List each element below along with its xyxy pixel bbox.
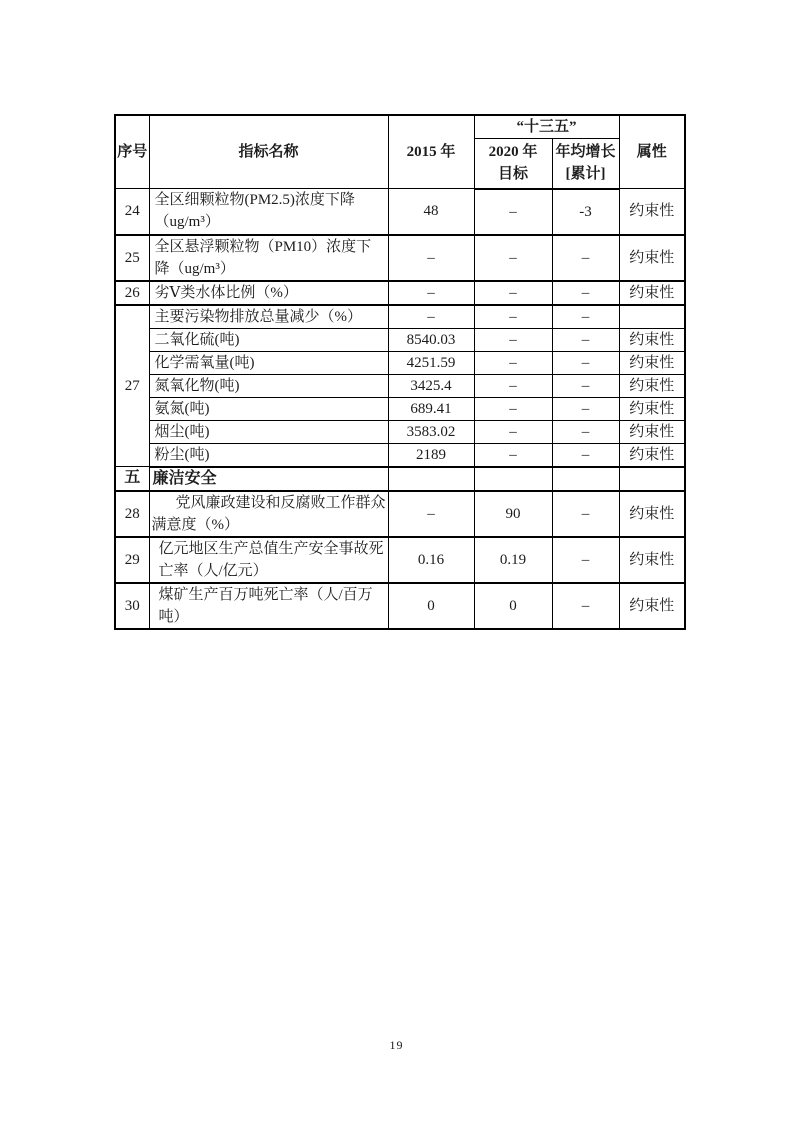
indicator-name-cell: 全区细颗粒物(PM2.5)浓度下降（ug/m³） <box>149 189 388 235</box>
attribute-cell: 约束性 <box>619 374 685 397</box>
indicator-name-cell: 劣Ⅴ类水体比例（%） <box>149 281 388 305</box>
growth-cell: – <box>552 328 619 351</box>
attribute-cell: 约束性 <box>619 189 685 235</box>
header-annual-growth <box>552 139 619 189</box>
table-row <box>115 328 685 351</box>
attribute-cell: 约束性 <box>619 328 685 351</box>
table-row <box>115 281 685 305</box>
serial-cell: 24 <box>115 189 149 235</box>
attribute-cell: 约束性 <box>619 351 685 374</box>
value-2015-cell: – <box>388 235 474 281</box>
value-2015-cell: 689.41 <box>388 397 474 420</box>
growth-cell: – <box>552 351 619 374</box>
value-2015-cell: 48 <box>388 189 474 235</box>
value-2015-cell: 3425.4 <box>388 374 474 397</box>
attribute-cell <box>619 305 685 329</box>
indicator-name-cell: 烟尘(吨) <box>149 420 388 443</box>
table-row <box>115 351 685 374</box>
header-2015: 2015 年 <box>388 115 474 189</box>
attribute-cell: 约束性 <box>619 420 685 443</box>
table-row <box>115 189 685 235</box>
value-2020-cell: – <box>474 397 552 420</box>
header-growth-line1: 年均增长 <box>555 144 616 161</box>
growth-cell: – <box>552 374 619 397</box>
value-2015-cell: 8540.03 <box>388 328 474 351</box>
indicator-name-cell: 亿元地区生产总值生产安全事故死亡率（人/亿元） <box>149 537 388 583</box>
attribute-cell: 约束性 <box>619 583 685 629</box>
header-indicator-name: 指标名称 <box>149 115 388 189</box>
growth-cell: – <box>552 305 619 329</box>
table-row <box>115 583 685 629</box>
attribute-cell <box>619 467 685 491</box>
indicators-table <box>114 114 686 630</box>
attribute-cell: 约束性 <box>619 491 685 537</box>
header-serial: 序号 <box>115 115 149 189</box>
serial-cell: 25 <box>115 235 149 281</box>
serial-cell: 26 <box>115 281 149 305</box>
table-row <box>115 305 685 329</box>
section-row <box>115 467 685 491</box>
growth-cell: – <box>552 537 619 583</box>
growth-cell <box>552 467 619 491</box>
value-2015-cell: 2189 <box>388 443 474 467</box>
value-2015-cell: 0.16 <box>388 537 474 583</box>
table-row <box>115 537 685 583</box>
header-2020-line1: 2020 年 <box>488 144 538 161</box>
attribute-cell: 约束性 <box>619 235 685 281</box>
growth-cell: – <box>552 281 619 305</box>
serial-cell: 29 <box>115 537 149 583</box>
attribute-cell: 约束性 <box>619 281 685 305</box>
value-2020-cell: – <box>474 328 552 351</box>
indicator-name-cell: 党风廉政建设和反腐败工作群众满意度（%） <box>149 491 388 537</box>
indicator-name-cell: 氨氮(吨) <box>149 397 388 420</box>
table-row <box>115 443 685 467</box>
table-row <box>115 420 685 443</box>
value-2015-cell: 3583.02 <box>388 420 474 443</box>
header-plan-period: “十三五” <box>474 115 619 139</box>
page-number: 19 <box>389 1038 404 1052</box>
value-2020-cell: 90 <box>474 491 552 537</box>
header-2020-target <box>474 139 552 189</box>
value-2015-cell: – <box>388 491 474 537</box>
indicator-name-cell: 化学需氧量(吨) <box>149 351 388 374</box>
value-2015-cell: – <box>388 281 474 305</box>
attribute-cell: 约束性 <box>619 397 685 420</box>
serial-cell: 30 <box>115 583 149 629</box>
value-2020-cell: – <box>474 281 552 305</box>
header-attribute: 属性 <box>619 115 685 189</box>
value-2015-cell: – <box>388 305 474 329</box>
serial-cell: 28 <box>115 491 149 537</box>
growth-cell: – <box>552 420 619 443</box>
value-2020-cell: 0 <box>474 583 552 629</box>
indicator-name-cell: 氮氧化物(吨) <box>149 374 388 397</box>
growth-cell: -3 <box>552 189 619 235</box>
value-2020-cell <box>474 467 552 491</box>
section-serial-cell: 五 <box>115 467 149 491</box>
header-2020-line2: 目标 <box>497 166 528 183</box>
value-2020-cell: – <box>474 443 552 467</box>
value-2020-cell: – <box>474 235 552 281</box>
indicator-name-cell: 二氧化硫(吨) <box>149 328 388 351</box>
value-2020-cell: 0.19 <box>474 537 552 583</box>
growth-cell: – <box>552 491 619 537</box>
table-row <box>115 397 685 420</box>
value-2015-cell <box>388 467 474 491</box>
indicator-name-cell: 主要污染物排放总量减少（%） <box>149 305 388 329</box>
serial-cell: 27 <box>115 305 149 467</box>
value-2020-cell: – <box>474 420 552 443</box>
header-row-top <box>115 115 685 139</box>
table-row <box>115 235 685 281</box>
attribute-cell: 约束性 <box>619 537 685 583</box>
section-title-cell: 廉洁安全 <box>149 467 388 491</box>
header-growth-line2: [累计] <box>565 166 606 183</box>
value-2015-cell: 4251.59 <box>388 351 474 374</box>
attribute-cell: 约束性 <box>619 443 685 467</box>
value-2020-cell: – <box>474 189 552 235</box>
growth-cell: – <box>552 583 619 629</box>
indicator-name-cell: 粉尘(吨) <box>149 443 388 467</box>
growth-cell: – <box>552 443 619 467</box>
value-2020-cell: – <box>474 305 552 329</box>
indicator-name-cell: 全区悬浮颗粒物（PM10）浓度下降（ug/m³） <box>149 235 388 281</box>
table-row <box>115 491 685 537</box>
growth-cell: – <box>552 397 619 420</box>
growth-cell: – <box>552 235 619 281</box>
value-2020-cell: – <box>474 351 552 374</box>
indicator-name-cell: 煤矿生产百万吨死亡率（人/百万吨） <box>149 583 388 629</box>
value-2015-cell: 0 <box>388 583 474 629</box>
table-row <box>115 374 685 397</box>
value-2020-cell: – <box>474 374 552 397</box>
